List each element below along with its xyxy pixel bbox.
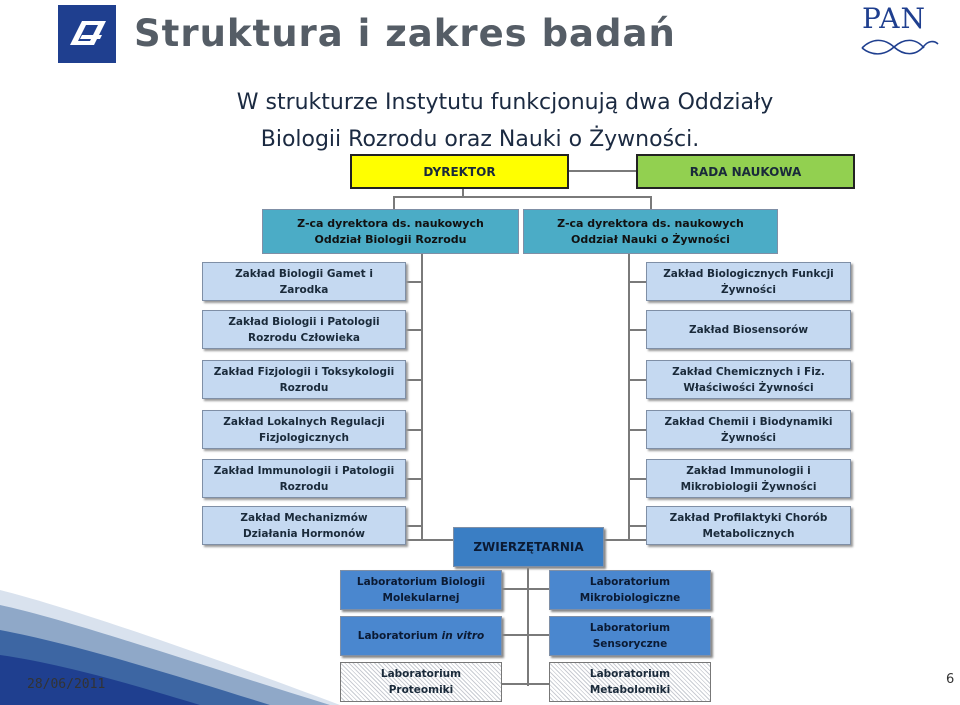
council-box [636,154,855,189]
department-label: Zakład Chemicznych i Fiz. [672,365,825,378]
department-label: Mikrobiologii Żywności [680,480,817,493]
laboratory-box-planned [549,662,711,702]
deputy-left-line-1: Z-ca dyrektora ds. naukowych [297,216,484,230]
connector-line [421,254,423,540]
department-box [202,410,406,449]
department-box [202,506,406,545]
laboratory-label: Laboratorium [589,576,671,588]
animal-house-label: ZWIERZĘTARNIA [473,540,584,554]
slide-title: Struktura i zakres badań [134,12,676,55]
department-label: Działania Hormonów [242,527,366,540]
connector-line [628,429,646,431]
connector-line [393,196,395,210]
department-label: Zakład Biosensorów [688,323,809,336]
deputy-box-left [262,209,519,254]
laboratory-label: Metabolomiki [589,684,671,696]
deputy-right-line-1: Z-ca dyrektora ds. naukowych [557,216,744,230]
laboratory-box [340,570,502,610]
department-label: Właściwości Żywności [683,381,814,394]
connector-line [502,634,549,636]
laboratory-label [358,628,484,644]
department-label: Rozrodu [279,480,329,493]
laboratory-box [549,616,711,656]
connector-line [406,329,422,331]
page-number: 6 [946,672,955,687]
connector-line [628,254,630,540]
laboratory-box-planned [340,662,502,702]
connector-line [628,379,646,381]
department-box [646,459,851,498]
director-box [350,154,569,189]
laboratory-box [549,570,711,610]
department-label: Zakład Biologicznych Funkcji [663,267,834,280]
department-label: Zakład Lokalnych Regulacji [223,415,385,428]
pan-swirl-icon [858,36,942,58]
laboratory-label: Laboratorium [380,668,462,680]
department-label: Zakład Chemii i Biodynamiki [664,415,833,428]
laboratory-label: Laboratorium Biologii [356,576,486,588]
department-box [646,360,851,399]
slide-date: 28/06/2011 [27,677,106,692]
connector-line [628,329,646,331]
department-label: Żywności [721,283,776,296]
laboratory-label: Sensoryczne [592,638,668,650]
department-label: Zakład Fizjologii i Toksykologii [213,365,395,378]
connector-line [406,379,422,381]
connector-line [406,429,422,431]
laboratory-label: Laboratorium [589,668,671,680]
animal-house-box [453,527,604,567]
laboratory-label-part: Laboratorium [357,630,438,642]
department-box [202,262,406,301]
connector-line [502,683,549,685]
connector-line [406,525,422,527]
pan-logo [852,4,948,60]
laboratory-label: Laboratorium [589,622,671,634]
subtitle-line-2: Biologii Rozrodu oraz Nauki o Żywności. [260,127,700,152]
department-label: Zakład Profilaktyki Chorób [669,511,828,524]
connector-line [393,196,651,198]
department-box [202,459,406,498]
connector-line [628,281,646,283]
connector-line [628,478,646,480]
department-label: Zarodka [279,283,329,296]
director-label: DYREKTOR [423,164,496,179]
department-label: Rozrodu Człowieka [248,331,360,344]
department-label: Metabolicznych [702,527,795,540]
department-label: Zakład Mechanizmów [240,511,368,524]
laboratory-label-italic: in vitro [441,630,485,642]
department-label: Żywności [721,431,776,444]
connector-line [527,568,529,686]
department-label: Zakład Biologii i Patologii [228,315,380,328]
connector-line [406,539,453,541]
connector-line [406,281,422,283]
department-label: Zakład Immunologii i Patologii [213,464,395,477]
deputy-box-right [523,209,778,254]
deputy-left-line-2: Oddział Biologii Rozrodu [314,232,467,246]
department-box [646,410,851,449]
laboratory-label: Mikrobiologiczne [579,592,681,604]
pan-logo-text: PAN [862,2,926,35]
connector-line [650,196,652,210]
connector-line [567,170,637,172]
connector-line [604,539,650,541]
subtitle-line-1: W strukturze Instytutu funkcjonują dwa Oddziały [236,90,774,115]
connector-line [502,588,549,590]
department-box [646,506,851,545]
connector-line [406,478,422,480]
laboratory-label: Molekularnej [382,592,460,604]
department-box [646,310,851,349]
council-label: RADA NAUKOWA [689,164,802,179]
department-label: Zakład Biologii Gamet i [235,267,373,280]
department-box [646,262,851,301]
deputy-right-line-2: Oddział Nauki o Żywności [571,232,730,246]
department-box [202,360,406,399]
department-label: Rozrodu [279,381,329,394]
department-label: Zakład Immunologii i [686,464,811,477]
connector-line [628,525,646,527]
laboratory-box [340,616,502,656]
laboratory-label: Proteomiki [388,684,454,696]
department-box [202,310,406,349]
institute-logo [58,5,116,63]
department-label: Fizjologicznych [259,431,349,444]
